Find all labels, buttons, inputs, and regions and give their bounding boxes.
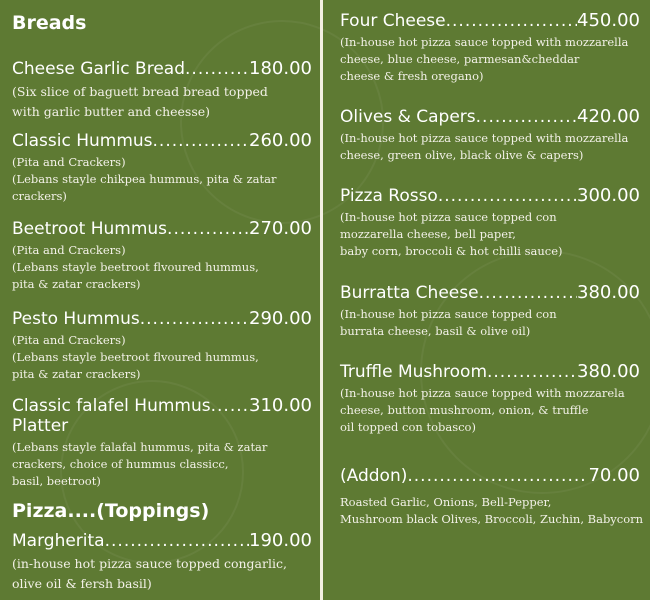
description-line: (In-house hot pizza sauce topped with mozzarella [340, 35, 629, 49]
menu-item-pesto-hummus [12, 308, 312, 383]
item-name: Margherita [12, 531, 105, 551]
description-line: burrata cheese, basil & olive oil) [340, 324, 531, 338]
item-name: Burratta Cheese [340, 283, 479, 303]
description-line: baby corn, broccoli & hot chilli sauce) [340, 244, 563, 258]
menu-item-beetroot-hummus [12, 218, 312, 293]
leader-dots [105, 531, 249, 551]
item-price: 260.00 [249, 130, 312, 151]
leader-dots [407, 466, 588, 486]
item-description [12, 82, 312, 122]
left-column [0, 0, 318, 600]
column-divider [320, 0, 323, 600]
description-line: (Lebans stayle chikpea hummus, pita & zatar [12, 172, 277, 186]
section-title-breads: Breads [12, 12, 87, 34]
description-line: (Pita and Crackers) [12, 155, 126, 169]
description-line: Mushroom black Olives, Broccoli, Zuchin, Babycorn [340, 512, 644, 526]
description-line: (In-house hot pizza sauce topped con [340, 210, 557, 224]
item-description [12, 242, 312, 293]
leader-dots [438, 186, 577, 206]
menu-item-cheese-garlic-bread [12, 58, 312, 122]
menu-item-classic-falafel-hummus [12, 395, 312, 490]
leader-dots [479, 283, 577, 303]
leader-dots [446, 11, 577, 31]
description-line: pita & zatar crackers) [12, 277, 141, 291]
leader-dots [167, 219, 249, 239]
leader-dots [153, 131, 250, 151]
item-price: 420.00 [577, 106, 640, 127]
description-line: (Lebans stayle beetroot flvoured hummus, [12, 260, 259, 274]
menu-item-classic-hummus [12, 130, 312, 205]
description-line: (Pita and Crackers) [12, 243, 126, 257]
item-name-continued: Platter [12, 416, 69, 436]
description-line: (In-house hot pizza sauce topped with mozzarella [340, 131, 629, 145]
description-line: Roasted Garlic, Onions, Bell-Pepper, [340, 495, 552, 509]
description-line: oil topped con tobasco) [340, 420, 476, 434]
leader-dots [211, 396, 249, 416]
item-description [340, 130, 640, 164]
item-name: (Addon) [340, 466, 408, 486]
menu-item-four-cheese [340, 10, 640, 85]
leader-dots [185, 59, 249, 79]
item-name: Cheese Garlic Bread [12, 59, 186, 79]
item-price: 380.00 [577, 361, 640, 382]
description-line: (in-house hot pizza sauce topped congarlic, [12, 556, 287, 571]
menu-item-truffle-mushroom [340, 361, 640, 436]
menu-item-addon [340, 465, 644, 528]
description-line: (Six slice of baguett bread bread topped [12, 84, 268, 99]
item-name: Classic falafel Hummus [12, 396, 211, 416]
leader-dots [487, 362, 577, 382]
menu-item-pizza-rosso [340, 185, 640, 260]
description-line: cheese, green olive, black olive & capers) [340, 148, 584, 162]
description-line: crackers) [12, 189, 67, 203]
item-description [340, 385, 640, 436]
description-line: pita & zatar crackers) [12, 367, 141, 381]
item-description [340, 209, 640, 260]
item-name: Pesto Hummus [12, 309, 140, 329]
item-description [12, 439, 312, 490]
description-line: cheese & fresh oregano) [340, 69, 484, 83]
right-column [330, 0, 650, 600]
item-description [340, 494, 644, 528]
item-price: 380.00 [577, 282, 640, 303]
item-name: Olives & Capers [340, 107, 476, 127]
description-line: (In-house hot pizza sauce topped con [340, 307, 557, 321]
item-description [340, 34, 640, 85]
item-price: 190.00 [249, 530, 312, 551]
description-line: (Lebans stayle falafal hummus, pita & zatar [12, 440, 268, 454]
menu-item-burratta-cheese [340, 282, 640, 340]
item-description [12, 554, 312, 594]
leader-dots [140, 309, 249, 329]
description-line: cheese, button mushroom, onion, & truffle [340, 403, 589, 417]
item-description [12, 154, 312, 205]
section-title-pizza: Pizza....(Toppings) [12, 500, 210, 522]
item-price: 450.00 [577, 10, 640, 31]
description-line: (Lebans stayle beetroot flvoured hummus, [12, 350, 259, 364]
menu-item-olives-capers [340, 106, 640, 164]
item-price: 300.00 [577, 185, 640, 206]
description-line: crackers, choice of hummus classicc, [12, 457, 229, 471]
item-description [340, 306, 640, 340]
item-price: 180.00 [249, 58, 312, 79]
description-line: (Pita and Crackers) [12, 333, 126, 347]
item-name: Classic Hummus [12, 131, 153, 151]
item-price: 70.00 [588, 465, 640, 486]
item-description [12, 332, 312, 383]
item-name: Truffle Mushroom [340, 362, 487, 382]
description-line: basil, beetroot) [12, 474, 101, 488]
description-line: mozzarella cheese, bell paper, [340, 227, 516, 241]
item-price: 290.00 [249, 308, 312, 329]
description-line: cheese, blue cheese, parmesan&cheddar [340, 52, 580, 66]
leader-dots [476, 107, 577, 127]
item-name: Beetroot Hummus [12, 219, 168, 239]
item-price: 270.00 [249, 218, 312, 239]
item-name: Four Cheese [340, 11, 446, 31]
description-line: olive oil & fersh basil) [12, 576, 152, 591]
description-line: with garlic butter and cheesse) [12, 104, 211, 119]
item-name: Pizza Rosso [340, 186, 438, 206]
menu-item-margherita [12, 530, 312, 594]
description-line: (In-house hot pizza sauce topped with mozzarela [340, 386, 625, 400]
item-price: 310.00 [249, 395, 312, 416]
